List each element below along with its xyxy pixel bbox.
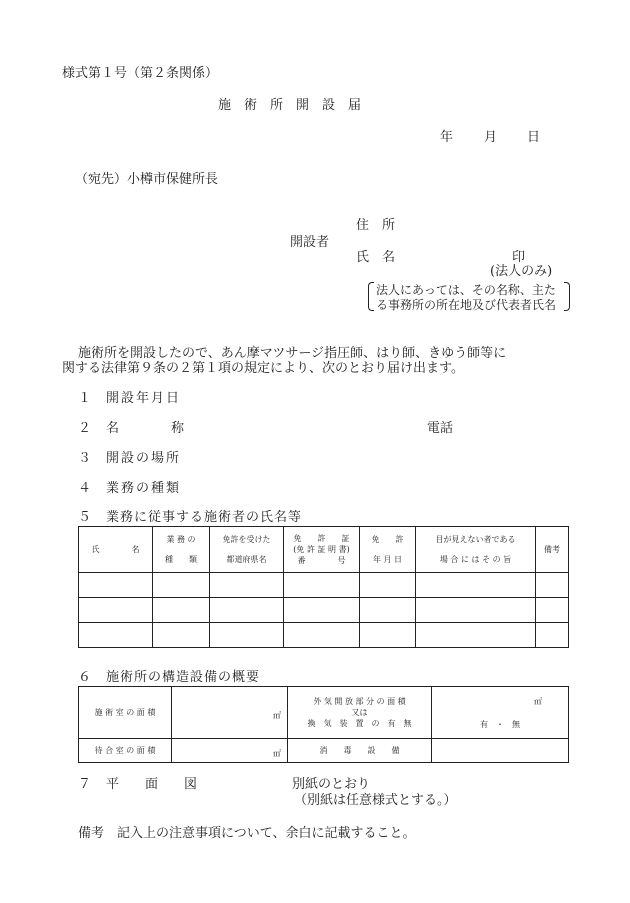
staff-cell-remarks[interactable] xyxy=(536,573,569,598)
item-6-label: 施術所の構造設備の概要 xyxy=(106,670,261,685)
corporation-note-line1: 法人にあっては、その名称、主た xyxy=(376,283,556,297)
note-bracket-left xyxy=(368,282,374,311)
staff-cell-business-type[interactable] xyxy=(153,623,210,648)
header-prefecture: 免許を受けた 都道府県名 xyxy=(210,527,284,573)
staff-cell-prefecture[interactable] xyxy=(210,573,284,598)
date-month: 月 xyxy=(484,130,498,145)
facility-row-treatment-room xyxy=(79,687,569,739)
item-3-label: 開設の場所 xyxy=(106,451,182,466)
table-row xyxy=(79,598,569,623)
staff-cell-prefecture[interactable] xyxy=(210,623,284,648)
treatment-room-area-label: 施 術 室 の 面 積 xyxy=(79,687,172,739)
staff-cell-visually-impaired[interactable] xyxy=(416,598,536,623)
staff-cell-remarks[interactable] xyxy=(536,623,569,648)
staff-table xyxy=(78,526,569,648)
addressee: （宛先）小樽市保健所長 xyxy=(75,172,219,187)
facility-row-waiting-room xyxy=(79,739,569,763)
staff-cell-name[interactable] xyxy=(79,573,153,598)
square-meter-unit: ㎡ xyxy=(273,711,281,720)
item-1-number: １ xyxy=(78,391,92,406)
seal-mark: 印 xyxy=(512,250,526,265)
date-day: 日 xyxy=(527,130,541,145)
square-meter-unit: ㎡ xyxy=(534,696,542,706)
item-1-label: 開設年月日 xyxy=(106,391,182,406)
staff-cell-name[interactable] xyxy=(79,623,153,648)
document-title: 施 術 所 開 設 届 xyxy=(218,98,362,113)
staff-cell-visually-impaired[interactable] xyxy=(416,623,536,648)
note-bracket-right xyxy=(564,282,570,311)
square-meter-unit: ㎡ xyxy=(273,749,281,758)
item-5-label: 業務に従事する施術者の氏名等 xyxy=(106,510,303,525)
floor-plan-value: 別紙のとおり xyxy=(292,777,371,792)
item-7-label: 平 面 図 xyxy=(106,777,198,792)
staff-cell-license-number[interactable] xyxy=(284,598,360,623)
address-label: 住 所 xyxy=(356,218,396,233)
body-text-line1: 施術所を開設したので、あん摩マツサージ指圧師、はり師、きゆう師等に xyxy=(78,346,507,361)
form-number: 様式第１号（第２条関係） xyxy=(62,66,219,81)
staff-cell-license-number[interactable] xyxy=(284,623,360,648)
waiting-room-area-value[interactable] xyxy=(172,739,288,763)
waiting-room-area-label: 待 合 室 の 面 積 xyxy=(79,739,172,763)
item-2-label: 名 称 xyxy=(106,421,185,436)
item-2-number: ２ xyxy=(78,421,92,436)
header-license-number: 免 許 証 (免 許 証 明 書) 番 号 xyxy=(284,527,360,573)
staff-cell-license-date[interactable] xyxy=(360,598,416,623)
staff-table-header-row xyxy=(79,527,569,573)
body-text-line2: 関する法律第９条の２第１項の規定により、次のとおり届け出ます。 xyxy=(62,361,464,376)
facility-table xyxy=(78,686,569,763)
header-business-type: 業 務 の 種 類 xyxy=(153,527,210,573)
ventilation-label: 外 気 開 放 部 分 の 面 積 又は 換 気 装 置 の 有 無 xyxy=(288,687,432,739)
staff-cell-license-number[interactable] xyxy=(284,573,360,598)
disinfection-equipment-value[interactable] xyxy=(432,739,569,763)
item-4-label: 業務の種類 xyxy=(106,481,182,496)
ventilation-value[interactable] xyxy=(432,687,569,739)
header-name: 氏 名 xyxy=(79,527,153,573)
staff-cell-license-date[interactable] xyxy=(360,623,416,648)
item-3-number: ３ xyxy=(78,451,92,466)
staff-cell-business-type[interactable] xyxy=(153,598,210,623)
item-7-number: ７ xyxy=(78,777,92,792)
staff-cell-visually-impaired[interactable] xyxy=(416,573,536,598)
remarks-note: 備考 記入上の注意事項について、余白に記載すること。 xyxy=(78,826,416,841)
header-visually-impaired: 目が見えない者である 場 合 に は そ の 旨 xyxy=(416,527,536,573)
presence-choice[interactable]: 有 ・ 無 xyxy=(480,719,520,729)
corporation-only-note: (法人のみ) xyxy=(490,264,553,279)
staff-cell-prefecture[interactable] xyxy=(210,598,284,623)
staff-cell-remarks[interactable] xyxy=(536,598,569,623)
floor-plan-note: （別紙は任意様式とする。） xyxy=(294,793,457,808)
table-row xyxy=(79,573,569,598)
staff-cell-business-type[interactable] xyxy=(153,573,210,598)
table-row xyxy=(79,623,569,648)
header-license-date: 免 許 年 月 日 xyxy=(360,527,416,573)
date-year: 年 xyxy=(440,130,454,145)
treatment-room-area-value[interactable] xyxy=(172,687,288,739)
item-5-number: ５ xyxy=(78,510,92,525)
corporation-note-line2: る事務所の所在地及び代表者氏名 xyxy=(376,298,557,312)
phone-label: 電話 xyxy=(427,421,454,436)
staff-cell-name[interactable] xyxy=(79,598,153,623)
header-remarks: 備考 xyxy=(536,527,569,573)
item-4-number: ４ xyxy=(78,481,92,496)
applicant-label: 開設者 xyxy=(290,235,330,250)
item-6-number: ６ xyxy=(78,670,92,685)
disinfection-equipment-label: 消 毒 設 備 xyxy=(288,739,432,763)
name-label: 氏 名 xyxy=(356,250,396,265)
staff-cell-license-date[interactable] xyxy=(360,573,416,598)
